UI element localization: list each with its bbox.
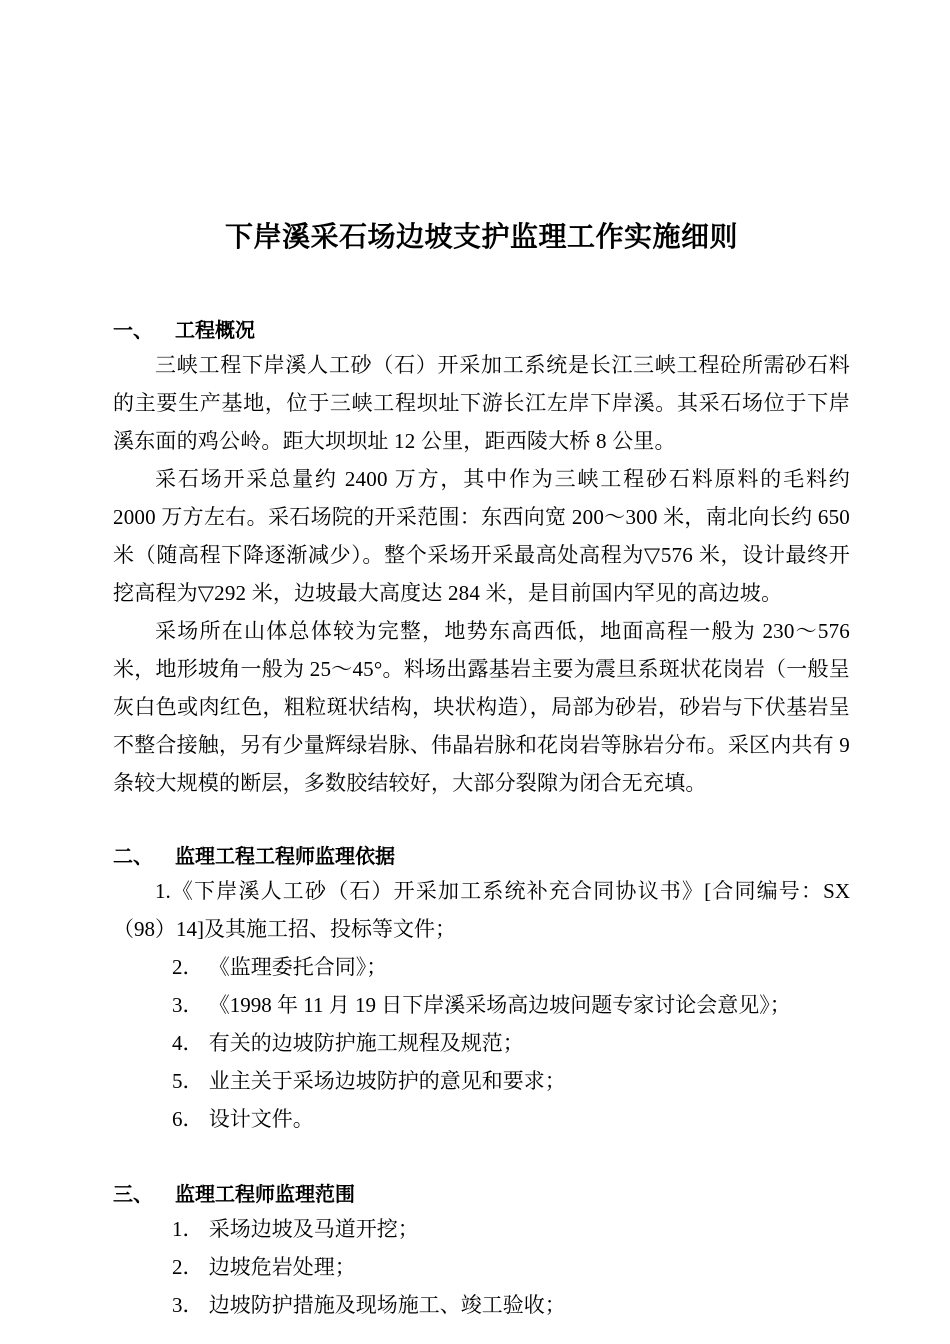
section-number-3: 三、	[113, 1184, 153, 1206]
document-body	[113, 0, 850, 1324]
paragraph: 采石场开采总量约 2400 万方，其中作为三峡工程砂石料原料的毛料约 2000 万方左右。采石场院的开采范围：东西向宽 200～300 米，南北向长约 650 米（随高程下降逐渐减少）。整个采场开采最高处高程为▽576 米，设计最终开挖高程为▽292 米，边坡最大高度达 284 米，是目前国内罕见的高边坡。	[113, 467, 850, 605]
list-item: 3． 边坡防护措施及现场施工、竣工验收；	[172, 1293, 566, 1317]
section-heading-2	[113, 842, 850, 872]
section-heading-1	[113, 316, 850, 346]
section-title-3: 监理工程师监理范围	[175, 1184, 355, 1206]
list-item: 3． 《1998 年 11 月 19 日下岸溪采场高边坡问题专家讨论会意见》；	[172, 993, 791, 1017]
list-item: 1． 采场边坡及马道开挖；	[172, 1217, 419, 1241]
section-heading-3	[113, 1180, 850, 1210]
paragraph: 采场所在山体总体较为完整，地势东高西低，地面高程一般为 230～576 米，地形坡角一般为 25～45°。料场出露基岩主要为震旦系斑状花岗岩（一般呈灰白色或肉红色，粗粒斑状结构，块状构造），局部为砂岩，砂岩与下伏基岩呈不整合接触，另有少量辉绿岩脉、伟晶岩脉和花岗岩等脉岩分布。采区内共有 9 条较大规模的断层，多数胶结较好，大部分裂隙为闭合无充填。	[113, 619, 850, 795]
section-2-list	[113, 872, 850, 1138]
list-item: 5． 业主关于采场边坡防护的意见和要求；	[172, 1069, 566, 1093]
paragraph: 三峡工程下岸溪人工砂（石）开采加工系统是长江三峡工程砼所需砂石料的主要生产基地，位于三峡工程坝址下游长江左岸下岸溪。其采石场位于下岸溪东面的鸡公岭。距大坝坝址 12 公里，距西陵大桥 8 公里。	[113, 353, 850, 453]
section-number-2: 二、	[113, 846, 153, 868]
list-item: 2． 边坡危岩处理；	[172, 1255, 356, 1279]
list-item: 4． 有关的边坡防护施工规程及规范；	[172, 1031, 524, 1055]
list-item: 2． 《监理委托合同》；	[172, 955, 388, 979]
section-title-1: 工程概况	[175, 320, 255, 342]
section-3-list	[113, 1210, 850, 1324]
page-title: 下岸溪采石场边坡支护监理工作实施细则	[224, 222, 738, 253]
section-number-1: 一、	[113, 320, 153, 342]
list-item: 6． 设计文件。	[172, 1107, 314, 1131]
list-item: 1.《下岸溪人工砂（石）开采加工系统补充合同协议书》[合同编号：SX（98）14]及其施工招、投标等文件；	[113, 879, 850, 941]
section-title-2: 监理工程工程师监理依据	[175, 846, 395, 868]
